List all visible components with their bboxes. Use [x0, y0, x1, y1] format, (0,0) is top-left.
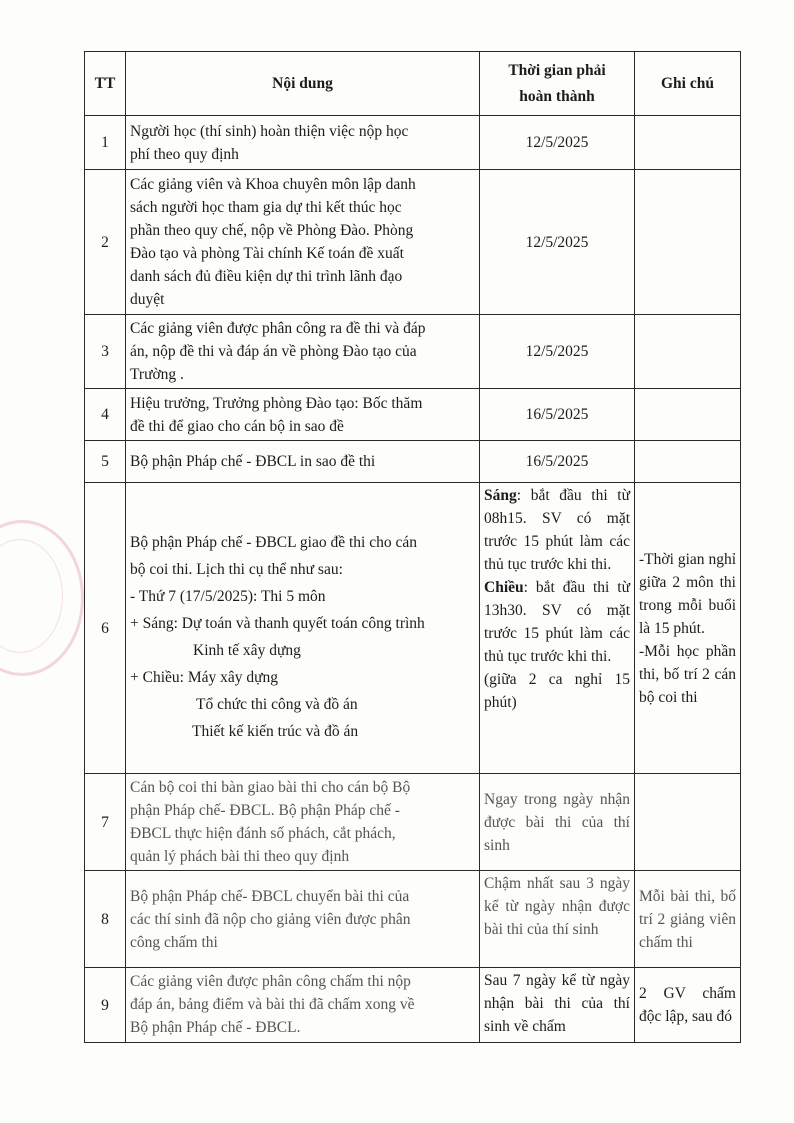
header-row [85, 52, 741, 116]
row-content [126, 774, 480, 871]
row-content [126, 116, 480, 170]
row-note: Mỗi bài thi, bố trí 2 giảng viên chấm thi [635, 871, 741, 968]
content-line: bộ coi thi. Lịch thi cụ thể như sau: [130, 561, 343, 578]
content-line: Bộ phận Pháp chế - ĐBCL in sao đề thi [130, 453, 376, 470]
table-row [85, 774, 741, 871]
afternoon-label: Chiều [484, 579, 524, 596]
content-line: Kinh tế xây dựng [193, 642, 301, 659]
break-note: (giữa 2 ca nghỉ 15 phút) [484, 671, 630, 711]
content-line: đáp án, bảng điểm và bài thi đã chấm xong về [130, 996, 415, 1013]
content-line: Người học (thí sinh) hoàn thiện việc nộp học [130, 122, 409, 140]
row-note [635, 170, 741, 315]
content-line: phần theo quy chế, nộp về Phòng Đào. Phòng [130, 222, 414, 239]
content-line: duyệt [130, 291, 165, 308]
content-line: ĐBCL thực hiện đánh số phách, cắt phách, [130, 825, 396, 842]
content-line: đề thi để giao cho cán bộ in sao đề [130, 417, 344, 435]
content-line: + Chiều: Máy xây dựng [130, 669, 279, 686]
row-deadline: Chậm nhất sau 3 ngày kể từ ngày nhận được bài thi của thí sinh [480, 871, 635, 968]
row-note [635, 116, 741, 170]
row-number: 5 [85, 441, 126, 483]
row-number: 9 [85, 968, 126, 1043]
row-deadline: Sau 7 ngày kể từ ngày nhận bài thi của thí sinh về chấm [480, 968, 635, 1043]
table-row [85, 483, 741, 774]
morning-label: Sáng [484, 487, 517, 504]
content-line: Bộ phận Pháp chế - ĐBCL. [130, 1019, 301, 1036]
row-content [126, 441, 480, 483]
header-content: Nội dung [126, 52, 480, 116]
morning-session [484, 484, 630, 576]
table-row [85, 170, 741, 315]
header-note: Ghi chú [635, 52, 741, 116]
table-row [85, 389, 741, 441]
red-seal-stamp [0, 520, 84, 676]
table-row [85, 871, 741, 968]
content-line: Cán bộ coi thi bàn giao bài thi cho cán bộ Bộ [130, 779, 411, 796]
row-note: 2 GV chấm độc lập, sau đó [635, 968, 741, 1043]
content-line: phí theo quy định [130, 145, 239, 163]
content-line: danh sách đủ điều kiện dự thi trình lãnh đạo [130, 268, 403, 285]
table-row [85, 315, 741, 389]
note-break-time: -Thời gian nghỉ giữa 2 môn thi trong mỗi buổi là 15 phút. [639, 550, 736, 637]
content-line: Các giảng viên và Khoa chuyên môn lập danh [130, 176, 416, 193]
content-line: Đào tạo và phòng Tài chính Kế toán đề xuất [130, 245, 404, 262]
morning-text: : bắt đầu thi từ 08h15. SV có mặt trước 15 phút làm các thủ tục trước khi thi. [484, 487, 630, 573]
row-deadline: 16/5/2025 [480, 441, 635, 483]
row-number: 1 [85, 116, 126, 170]
row-content [126, 483, 480, 774]
row-content [126, 871, 480, 968]
content-line: công chấm thi [130, 933, 218, 951]
content-line: Bộ phận Pháp chế - ĐBCL giao đề thi cho cán [130, 534, 417, 551]
row-number: 4 [85, 389, 126, 441]
row-content [126, 389, 480, 441]
row-content [126, 315, 480, 389]
row-deadline: 12/5/2025 [480, 116, 635, 170]
header-deadline [480, 52, 635, 116]
row-deadline: 16/5/2025 [480, 389, 635, 441]
header-tt: TT [85, 52, 126, 116]
content-line: Thiết kế kiến trúc và đồ án [192, 723, 359, 740]
row-note [635, 441, 741, 483]
table-row [85, 441, 741, 483]
content-line: Bộ phận Pháp chế- ĐBCL chuyển bài thi của [130, 887, 410, 905]
content-line: các thí sinh đã nộp cho giảng viên được phân [130, 910, 411, 928]
row-number: 7 [85, 774, 126, 871]
row-note [635, 389, 741, 441]
content-line: - Thứ 7 (17/5/2025): Thi 5 môn [130, 588, 326, 605]
row-deadline: 12/5/2025 [480, 315, 635, 389]
row-number: 3 [85, 315, 126, 389]
row-note [635, 315, 741, 389]
row-number: 8 [85, 871, 126, 968]
table-row [85, 116, 741, 170]
note-proctors: -Mỗi học phần thi, bố trí 2 cán bộ coi thi [639, 642, 736, 706]
header-deadline-line1: Thời gian phải [508, 61, 606, 79]
exam-schedule-sheet [84, 51, 741, 1043]
content-line: phận Pháp chế- ĐBCL. Bộ phận Pháp chế - [130, 802, 400, 819]
content-line: Tổ chức thi công và đồ án [196, 696, 358, 713]
content-line: Hiệu trưởng, Trưởng phòng Đào tạo: Bốc thăm [130, 394, 423, 412]
content-line: Các giảng viên được phân công ra đề thi và đáp [130, 320, 426, 337]
content-line: án, nộp đề thi và đáp án về phòng Đào tạo của [130, 343, 417, 360]
row-content [126, 170, 480, 315]
row-deadline: 12/5/2025 [480, 170, 635, 315]
afternoon-text: : bắt đầu thi từ 13h30. SV có mặt trước 15 phút làm các thủ tục trước khi thi. [484, 579, 630, 665]
row-deadline [480, 483, 635, 774]
content-line: Các giảng viên được phân công chấm thi nộp [130, 973, 411, 990]
afternoon-session [484, 576, 630, 668]
content-line: sách người học tham gia dự thi kết thúc học [130, 199, 402, 216]
row-note [635, 483, 741, 774]
row-number: 2 [85, 170, 126, 315]
content-line: + Sáng: Dự toán và thanh quyết toán công trình [130, 615, 425, 632]
row-note [635, 774, 741, 871]
header-deadline-line2: hoàn thành [519, 87, 595, 105]
row-deadline: Ngay trong ngày nhận được bài thi của thí sinh [480, 774, 635, 871]
row-content [126, 968, 480, 1043]
row-number: 6 [85, 483, 126, 774]
content-line: Trường . [130, 366, 184, 383]
exam-schedule-table [84, 51, 741, 1043]
content-line: quản lý phách bài thi theo quy định [130, 848, 350, 865]
table-row [85, 968, 741, 1043]
